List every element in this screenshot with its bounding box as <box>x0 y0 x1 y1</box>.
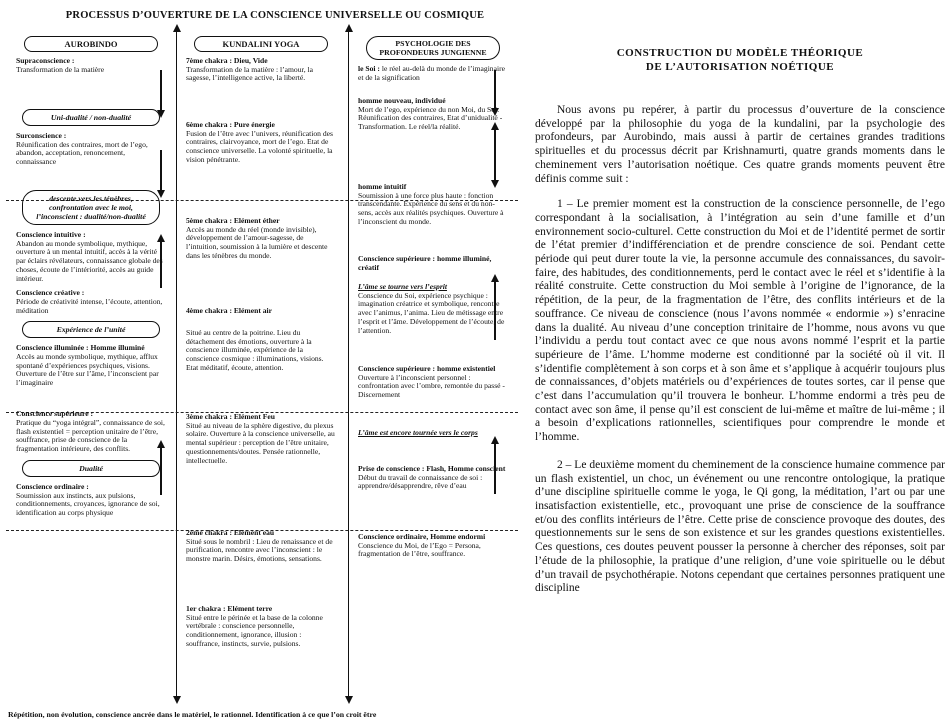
level-heading: Conscience supérieure : homme existentiel <box>358 364 496 373</box>
column-header: KUNDALINI YOGA <box>194 36 328 52</box>
chakra-text: Fusion de l’être avec l’univers, réunification des contraires, clairvoyance, mort de l’ego. Etat de conscience universelle. La volonté spirituelle, la vision pénétrante. <box>186 128 333 164</box>
level-text: Conscience du Moi, de l’Ego = Persona, fragmentation de l’être, souffrance. <box>358 540 481 559</box>
column-header: PSYCHOLOGIE DES PROFONDEURS JUNGIENNE <box>366 36 500 60</box>
stage-ellipse: Expérience de l’unité <box>22 321 160 338</box>
level-text: Soumission aux instincts, aux pulsions, conditionnements, croyances, ignorance de soi, identification au corps physique <box>16 490 160 517</box>
chakra-heading: 1er chakra : Elément terre <box>186 604 273 613</box>
level-heading: Conscience ordinaire, Homme endormi <box>358 532 486 541</box>
level-text: Réunification des contraires, mort de l’ego, abandon, acceptation, renoncement, connaissance <box>16 139 148 167</box>
level-heading: homme intuitif <box>358 182 407 191</box>
level-block <box>358 65 508 91</box>
level-text: Soumission à une force plus haute : fonction transcendante. Expérience du sens et du non-sens, accès aux réalités psychiques. Ouverture à l’inconscient du monde. <box>358 190 504 226</box>
level-block <box>358 183 508 249</box>
stage-ellipse: descente vers les ténèbres, confrontation avec le moi, l’inconscient : dualité/non-dualité <box>22 190 160 225</box>
axis-arrow-down-icon <box>345 696 353 704</box>
column-aurobindo <box>16 36 166 524</box>
chakra-block <box>186 121 336 211</box>
level-heading: Conscience créative : <box>16 288 85 298</box>
level-block <box>16 132 166 184</box>
axis-line-left <box>176 30 177 698</box>
chakra-text: Situé au niveau de la sphère digestive, du plexus solaire. Ouverture à la conscience universelle, au mental supérieur : perception de l’être unitaire, questionnements/doutes. Pensée rationnelle, intellectuelle. <box>186 420 335 465</box>
chakra-block <box>186 413 336 523</box>
article-page <box>535 0 945 728</box>
level-block <box>358 533 508 559</box>
level-text: Mort de l’ego, expérience du non Moi, du Soi. Réunification des contraires, Etat d’unidualité - Transformation. Le réel/la réalité. <box>358 104 503 132</box>
axis-arrow-down-icon <box>173 696 181 704</box>
axis-arrow-up-icon <box>345 24 353 32</box>
level-text: Transformation de la matière <box>16 64 105 74</box>
level-heading: Conscience ordinaire : <box>16 481 89 491</box>
column-jungian-psychology <box>358 36 508 565</box>
axis-line-right <box>348 30 349 698</box>
axis-arrow-up-icon <box>173 24 181 32</box>
chakra-heading: 6ème chakra : Pure énergie <box>186 120 275 129</box>
chakra-heading: 5ème chakra : Elément éther <box>186 216 280 225</box>
article-paragraph: Nous avons pu repérer, à partir du processus d’ouverture de la conscience développé par la philosophie du yoga de la kundalini, par la psychologie des profondeurs, par Aurobindo, mais aussi à partir de certaines grandes traditions spirituelles et du processus décrit par Krishnamurti, quatre grands moments dans le cheminement vers l’autorisation noétique. Ces quatre grands moments peuvent être définis comme suit : <box>535 104 945 185</box>
column-kundalini-yoga <box>186 36 336 655</box>
chakra-block <box>186 529 336 599</box>
level-block <box>16 344 166 404</box>
level-block <box>358 465 508 527</box>
article-paragraph: 2 – Le deuxième moment du cheminement de la conscience humaine commence par un flash existentiel, un choc, un événement ou une rencontre ontologique, la pratique d’une discipline spirituelle comme le yoga, le Qi gong, la méditation, l’art ou par une insatisfaction existentielle, etc., provoquant une prise de conscience de la souffrance et/ou des conflits intérieurs de l’être. Cette prise de conscience provoque des doutes, des questionnements sur le sens de son existence et sur les grandes questions existentielles. Ces questions, ces doutes peuvent pousser la personne à chercher des réponses, soit par l’étude de la philosophie, la pratique d’une religion, d’une voie spirituelle ou le début d’un travail de psychothérapie. Notons cependant que certaines personnes pratiquent une discipline <box>535 458 945 595</box>
level-heading: Conscience illuminée : Homme illuminé <box>16 343 145 353</box>
level-text: le réel au-delà du monde de l’imaginaire et de la signification <box>358 64 505 82</box>
chakra-text: Situé sous le nombril : Lieu de renaissance et de purification, rencontre avec l’inconscient : le monstre marin. Désirs, émotions, sensations. <box>186 536 333 564</box>
chakra-heading: 3ème chakra : Elément Feu <box>186 412 275 421</box>
chakra-block <box>186 57 336 115</box>
chakra-heading: 7ème chakra : Dieu, Vide <box>186 56 268 65</box>
level-block <box>358 365 508 423</box>
article-title-line: CONSTRUCTION DU MODÈLE THÉORIQUE <box>616 47 864 59</box>
chakra-heading: 2ème chakra : Elément eau <box>186 528 275 537</box>
chakra-block <box>186 217 336 301</box>
column-header: AUROBINDO <box>24 36 158 52</box>
level-text: Début du travail de connaissance de soi : apprendre/désapprendre, rêve d’eau <box>358 472 483 491</box>
level-block <box>358 283 508 359</box>
level-text: Accès au monde symbolique, mythique, afflux spontané d’expériences psychiques, visions. Ouverture de l’être sur l’âme, l’inconscient par l’imaginaire <box>16 352 159 388</box>
article-title-line: DE L’AUTORISATION NOÉTIQUE <box>645 61 835 73</box>
chakra-block <box>186 329 336 407</box>
level-heading: L’âme se tourne vers l’esprit <box>358 282 448 291</box>
level-text: Ouverture à l’inconscient personnel : confrontation avec l’ombre, remontée du passé - Discernement <box>358 372 505 400</box>
chakra-block <box>186 307 336 323</box>
level-text: Période de créativité intense, l’écoute, attention, méditation <box>16 296 163 315</box>
chakra-text: Accès au monde du réel (monde invisible), développement de l’amour-sagesse, de l’intuition, soumission à la lumière et descente dans les ténèbres du monde. <box>186 224 328 260</box>
level-heading: L’âme est encore tournée vers le corps <box>358 428 478 437</box>
level-text: Abandon au monde symbolique, mythique, ouverture à un mental intuitif, accès à la vérité par éclairs révélateurs, connaissance globale des choses, écoute de l’intériorité, accès au guide intérieur. <box>16 238 163 283</box>
diagram-title: PROCESSUS D’OUVERTURE DE LA CONSCIENCE UNIVERSELLE OU COSMIQUE <box>65 10 485 21</box>
level-heading: le Soi : <box>358 64 380 73</box>
chakra-text: Situé au centre de la poitrine. Lieu du détachement des émotions, ouverture à la conscience illuminée, expérience de la conscience cosmique : illuminations, visions. Etat méditatif, écoute, attention. <box>186 328 324 372</box>
diagram-footer: Répétition, non évolution, conscience ancrée dans le matériel, le rationnel. Identification à ce que l’on croit être <box>8 710 377 719</box>
stage-ellipse: Dualité <box>22 460 160 477</box>
level-block <box>358 255 508 277</box>
level-heading: Conscience intuitive : <box>16 230 86 239</box>
level-heading: Conscience supérieure : <box>16 409 94 419</box>
level-heading: homme nouveau, individué <box>358 96 446 105</box>
level-heading: Surconscience : <box>16 131 67 140</box>
level-text: Pratique du “yoga intégral”, connaissance de soi, flash existentiel = perception unitaire de l’être, souffrance, prise de conscience de la fragmentation intérieure, des conflits. <box>16 418 165 454</box>
article-title <box>535 46 945 74</box>
level-text: Conscience du Soi, expérience psychique : imagination créatrice et symbolique, rencontre avec l’animus, l’anima. Lieu de métissage entre l’esprit et l’âme. Développement de l’écoute, de l’attention. <box>358 290 505 335</box>
level-heading: Prise de conscience : Flash, Homme conscient <box>358 464 506 473</box>
level-block <box>16 231 166 283</box>
level-block <box>358 97 508 177</box>
chakra-text: Transformation de la matière : l’amour, la sagesse, l’intelligence active, la liberté. <box>186 64 313 83</box>
level-block <box>16 289 166 315</box>
level-heading: Supraconscience : <box>16 56 75 65</box>
chakra-block <box>186 605 336 649</box>
article-paragraph: 1 – Le premier moment est la construction de la conscience personnelle, de l’ego correspondant à la socialisation, à l’intégration au sein d’une famille et d’un environnement socio-culturel. Cette construction du Moi et de l’identité permet de sortir de l’état premier d’indifférenciation et de prendre conscience de soi. Pendant cette période qui peut durer toute la vie, la personne accumule des connaissances, du savoir-faire, des habitudes, des conditionnements, perd le contact avec le réel et s’identifie à la réalité construite. Cette construction du Moi semble à l’origine de l’ignorance, de la répétition, de la peur, de la fragmentation de l’être, des conflits intérieurs et de la souffrance. Ce niveau de conscience (nous l’avons nommée « endormie ») s’enracine dans la dualité. Au niveau d’une conception trinitaire de l’homme, nous avons vu que l’individu a perdu tout contact avec ce que nous avons nommé l’esprit et la partie supérieure de l’âme. L’homme moderne est conditionné par la société où il vit. Il s’identifie complètement à son corps et à son âme et s’applique à acquérir toujours plus de connaissances, d’objets matériels ou d’expériences de toutes sortes, car il pense que c’est dans l’accumulation qu’il trouvera le bonheur. L’homme endormi a très peu de contact avec son âme, il pense qu’il est conscient de lui-même et maître de lui-même ; il a besoin d’explications rationnelles, scientifiques pour comprendre le monde et l’homme. <box>535 198 945 444</box>
level-block <box>358 429 508 459</box>
chakra-text: Situé entre le périnée et la base de la colonne vertébrale : conscience personnelle, conditionnement, ignorance, illusion : souffrance, instincts, survie, pulsions. <box>186 612 323 648</box>
chakra-heading: 4ème chakra : Elément air <box>186 306 273 315</box>
level-block <box>16 57 166 103</box>
stage-ellipse: Uni-dualité / non-dualité <box>22 109 160 126</box>
level-block <box>16 483 166 518</box>
level-block <box>16 410 166 454</box>
level-heading: Conscience supérieure : homme illuminé, créatif <box>358 254 492 272</box>
